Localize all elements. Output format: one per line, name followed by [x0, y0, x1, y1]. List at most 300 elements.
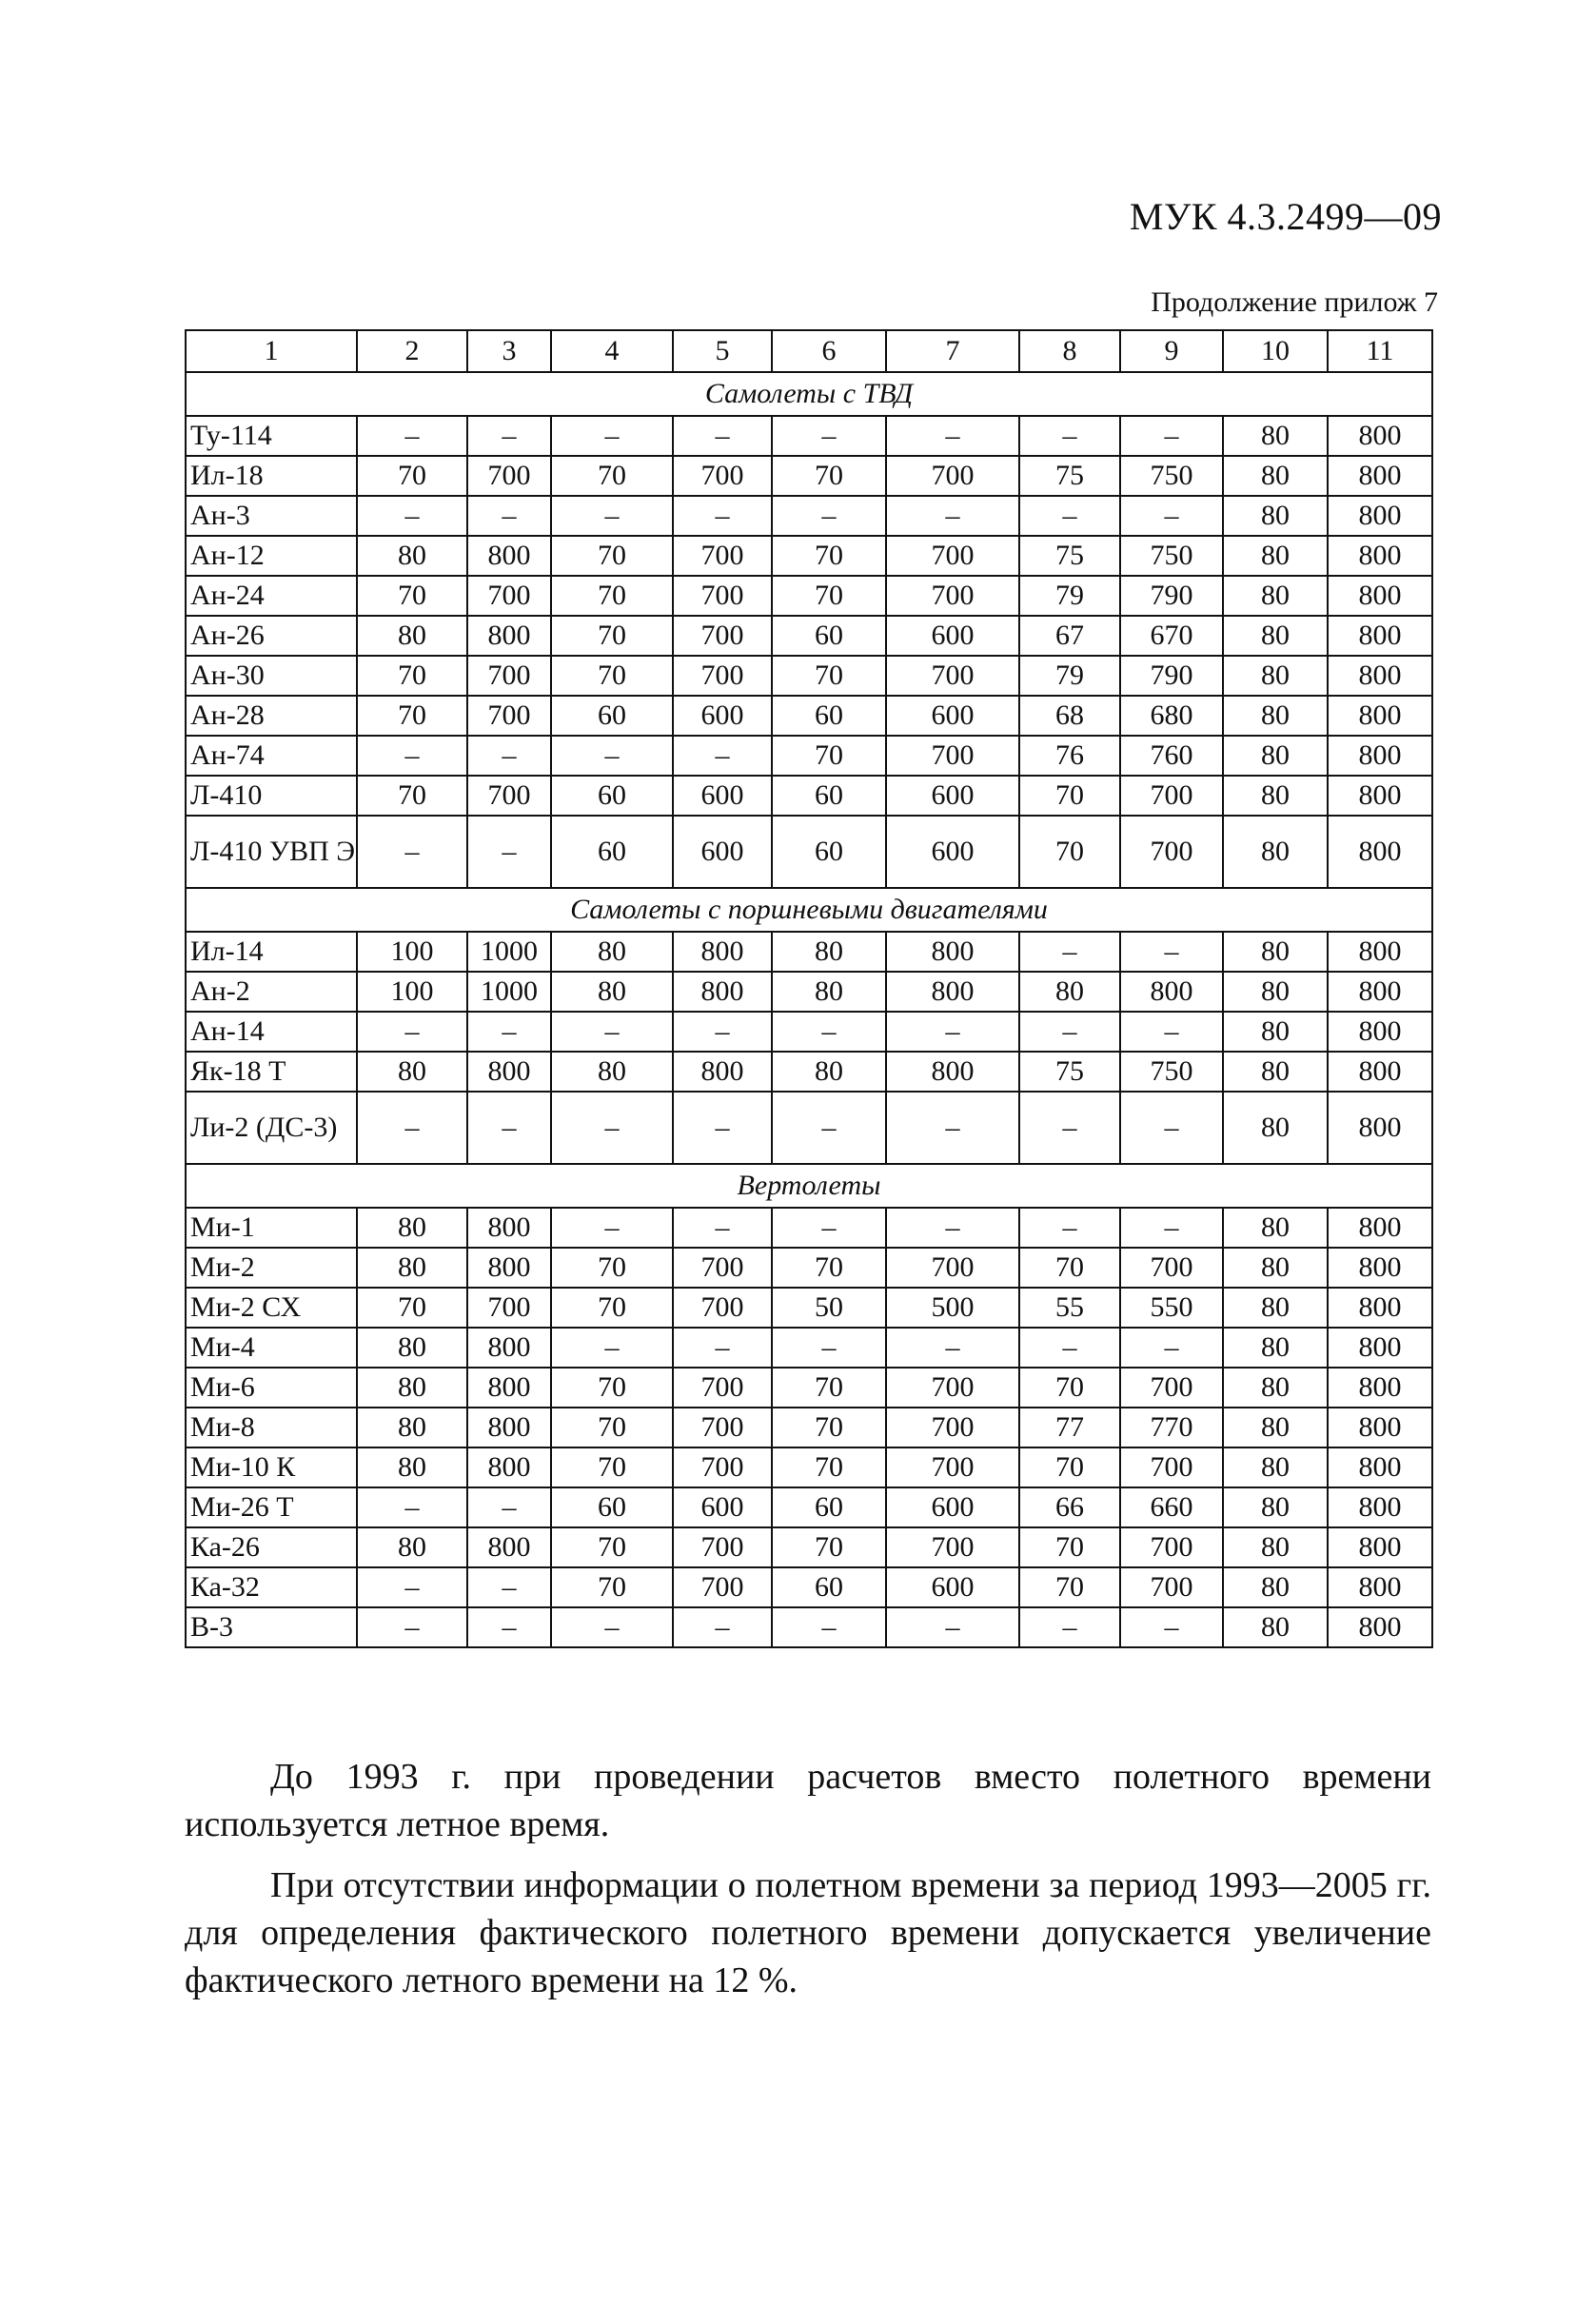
table-cell: – [467, 1092, 551, 1164]
aircraft-name: Ан-26 [186, 616, 357, 656]
table-cell: 80 [1223, 656, 1328, 696]
table-cell: 79 [1019, 576, 1120, 616]
table-cell: 80 [1223, 1092, 1328, 1164]
table-cell: 80 [357, 1248, 467, 1288]
table-cell: 800 [1328, 776, 1432, 816]
table-cell: – [467, 1567, 551, 1607]
table-cell: 60 [772, 616, 886, 656]
section-title: Самолеты с ТВД [186, 372, 1432, 416]
table-row [186, 656, 1432, 696]
table-cell: – [886, 1607, 1019, 1647]
table-cell: 700 [467, 776, 551, 816]
note-paragraph-2: При отсутствии информации о полетном времени за период 1993—2005 гг. для определения фактического полетного времени допускается увеличение фактического летного времени на 12 %. [185, 1865, 1431, 2000]
table-row [186, 456, 1432, 496]
table-cell: 70 [551, 1447, 673, 1487]
table-cell: 800 [1328, 1288, 1432, 1328]
table-cell: 800 [673, 1052, 772, 1092]
table-cell: 800 [1328, 736, 1432, 776]
aircraft-name: Ми-26 Т [186, 1487, 357, 1527]
table-row [186, 1368, 1432, 1408]
table-cell: 70 [1019, 816, 1120, 888]
table-cell: – [1120, 1208, 1223, 1248]
data-table [185, 329, 1433, 1648]
table-cell: 750 [1120, 536, 1223, 576]
column-header: 8 [1019, 330, 1120, 372]
table-cell: 800 [1328, 1447, 1432, 1487]
table-cell: – [467, 736, 551, 776]
table-cell: – [357, 1567, 467, 1607]
table-cell: 80 [1223, 616, 1328, 656]
table-cell: 80 [772, 972, 886, 1012]
table-cell: – [1019, 1328, 1120, 1368]
aircraft-name: Ан-74 [186, 736, 357, 776]
table-cell: – [1019, 1092, 1120, 1164]
table-cell: 800 [1328, 576, 1432, 616]
table-row [186, 1607, 1432, 1647]
table-row [186, 576, 1432, 616]
table-cell: 760 [1120, 736, 1223, 776]
table-cell: 800 [467, 1328, 551, 1368]
table-cell: 70 [551, 616, 673, 656]
table-cell: 80 [1223, 1012, 1328, 1052]
table-row [186, 932, 1432, 972]
table-cell: 100 [357, 972, 467, 1012]
table-row [186, 1328, 1432, 1368]
table-cell: 600 [673, 776, 772, 816]
table-cell: – [1120, 416, 1223, 456]
table-cell: 800 [1328, 1527, 1432, 1567]
table-cell: 700 [673, 1368, 772, 1408]
table-cell: 80 [357, 1052, 467, 1092]
table-cell: 800 [467, 536, 551, 576]
table-cell: 700 [673, 1288, 772, 1328]
column-header: 4 [551, 330, 673, 372]
continuation-label: Продолжение прилож 7 [1151, 286, 1438, 318]
table-cell: 70 [1019, 1368, 1120, 1408]
table-cell: 80 [357, 1408, 467, 1447]
table-cell: 800 [1328, 456, 1432, 496]
table-row [186, 1527, 1432, 1567]
table-row [186, 1248, 1432, 1288]
table-cell: 80 [551, 1052, 673, 1092]
table-cell: 800 [1328, 972, 1432, 1012]
table-cell: 70 [551, 456, 673, 496]
table-cell: 700 [886, 536, 1019, 576]
table-cell: 800 [1328, 1567, 1432, 1607]
table-cell: 800 [467, 616, 551, 656]
table-cell: 600 [673, 696, 772, 736]
table-cell: 70 [357, 776, 467, 816]
table-cell: 70 [551, 1527, 673, 1567]
column-header: 5 [673, 330, 772, 372]
table-cell: 700 [467, 1288, 551, 1328]
table-row [186, 1447, 1432, 1487]
table-cell: 800 [1328, 1487, 1432, 1527]
table-cell: 800 [1328, 1248, 1432, 1288]
table-cell: 1000 [467, 972, 551, 1012]
table-cell: 68 [1019, 696, 1120, 736]
aircraft-name: Ан-24 [186, 576, 357, 616]
aircraft-name: Ан-30 [186, 656, 357, 696]
table-cell: – [1019, 496, 1120, 536]
table-cell: 700 [467, 656, 551, 696]
table-cell: 750 [1120, 1052, 1223, 1092]
table-cell: 80 [1223, 1527, 1328, 1567]
table-cell: 70 [357, 696, 467, 736]
column-header: 6 [772, 330, 886, 372]
table-cell: – [467, 416, 551, 456]
table-cell: 70 [551, 1288, 673, 1328]
table-cell: 700 [886, 1447, 1019, 1487]
table-cell: 80 [1223, 1447, 1328, 1487]
table-cell: 700 [673, 1567, 772, 1607]
table-cell: 800 [886, 972, 1019, 1012]
table-cell: 76 [1019, 736, 1120, 776]
table-cell: – [1120, 496, 1223, 536]
table-cell: – [357, 416, 467, 456]
table-cell: 800 [1328, 1607, 1432, 1647]
table-cell: 80 [357, 1368, 467, 1408]
table-cell: 70 [551, 536, 673, 576]
table-cell: 70 [1019, 1567, 1120, 1607]
table-cell: 700 [1120, 1447, 1223, 1487]
table-cell: 80 [1223, 576, 1328, 616]
table-cell: 600 [886, 1487, 1019, 1527]
table-row [186, 816, 1432, 888]
table-cell: 70 [551, 1408, 673, 1447]
aircraft-name: Ми-8 [186, 1408, 357, 1447]
table-cell: 700 [1120, 1527, 1223, 1567]
table-cell: 75 [1019, 536, 1120, 576]
table-cell: 800 [1328, 496, 1432, 536]
table-cell: – [673, 1607, 772, 1647]
table-cell: – [357, 1012, 467, 1052]
table-cell: – [1120, 1328, 1223, 1368]
table-cell: 80 [772, 932, 886, 972]
table-cell: 700 [886, 656, 1019, 696]
table-cell: 70 [772, 456, 886, 496]
table-cell: 70 [772, 576, 886, 616]
table-row [186, 1567, 1432, 1607]
table-cell: 80 [1223, 776, 1328, 816]
table-cell: – [1019, 1012, 1120, 1052]
table-row [186, 1092, 1432, 1164]
table-cell: 800 [467, 1248, 551, 1288]
table-cell: 60 [551, 696, 673, 736]
aircraft-name: Ка-26 [186, 1527, 357, 1567]
table-cell: 80 [357, 1328, 467, 1368]
table-cell: – [772, 1092, 886, 1164]
table-cell: 700 [673, 456, 772, 496]
column-header: 7 [886, 330, 1019, 372]
table-cell: 80 [1223, 1408, 1328, 1447]
table-cell: 80 [357, 1447, 467, 1487]
table-cell: 600 [886, 776, 1019, 816]
table-cell: 80 [1223, 1607, 1328, 1647]
table-cell: 80 [1223, 536, 1328, 576]
table-cell: 80 [1223, 416, 1328, 456]
table-row [186, 1487, 1432, 1527]
aircraft-name: В-3 [186, 1607, 357, 1647]
table-cell: 800 [673, 932, 772, 972]
table-cell: – [357, 1607, 467, 1647]
table-row [186, 536, 1432, 576]
table-cell: – [467, 1607, 551, 1647]
table-cell: 800 [1328, 1328, 1432, 1368]
table-cell: – [772, 1208, 886, 1248]
table-cell: 60 [772, 1487, 886, 1527]
table-cell: 700 [886, 736, 1019, 776]
table-cell: – [357, 1487, 467, 1527]
table-row [186, 972, 1432, 1012]
aircraft-name: Ил-18 [186, 456, 357, 496]
section-row [186, 372, 1432, 416]
table-cell: 80 [1223, 816, 1328, 888]
table-cell: – [886, 1092, 1019, 1164]
table-cell: 800 [886, 932, 1019, 972]
table-cell: 500 [886, 1288, 1019, 1328]
table-cell: – [551, 416, 673, 456]
table-cell: – [673, 1208, 772, 1248]
table-cell: 800 [467, 1447, 551, 1487]
table-cell: 60 [551, 776, 673, 816]
table-cell: 70 [772, 1248, 886, 1288]
section-title: Вертолеты [186, 1164, 1432, 1208]
table-cell: 70 [357, 576, 467, 616]
table-cell: – [1120, 1012, 1223, 1052]
table-cell: 70 [1019, 776, 1120, 816]
table-cell: 700 [886, 576, 1019, 616]
table-cell: 80 [1223, 1052, 1328, 1092]
table-cell: – [551, 1012, 673, 1052]
table-cell: 70 [357, 456, 467, 496]
column-header: 11 [1328, 330, 1432, 372]
aircraft-name: Ан-14 [186, 1012, 357, 1052]
aircraft-name: Ми-10 К [186, 1447, 357, 1487]
table-row [186, 616, 1432, 656]
table-cell: 55 [1019, 1288, 1120, 1328]
table-cell: – [886, 1208, 1019, 1248]
table-cell: 700 [467, 576, 551, 616]
table-cell: 80 [357, 616, 467, 656]
table-cell: – [673, 1012, 772, 1052]
header-row [186, 330, 1432, 372]
table-cell: – [673, 1328, 772, 1368]
table-cell: 80 [1223, 696, 1328, 736]
table-cell: 800 [467, 1408, 551, 1447]
table-cell: 700 [1120, 776, 1223, 816]
column-header: 3 [467, 330, 551, 372]
table-cell: 77 [1019, 1408, 1120, 1447]
table-cell: 80 [1019, 972, 1120, 1012]
table-row [186, 1408, 1432, 1447]
table-cell: – [551, 1328, 673, 1368]
table-cell: 660 [1120, 1487, 1223, 1527]
table-cell: – [1120, 1092, 1223, 1164]
table-row [186, 1052, 1432, 1092]
table-cell: – [1019, 932, 1120, 972]
table-cell: 70 [1019, 1447, 1120, 1487]
table-cell: 800 [886, 1052, 1019, 1092]
table-cell: 70 [772, 1447, 886, 1487]
table-cell: 100 [357, 932, 467, 972]
table-cell: 80 [357, 1208, 467, 1248]
table-cell: – [772, 1607, 886, 1647]
table-cell: 680 [1120, 696, 1223, 736]
table-cell: 60 [772, 776, 886, 816]
table-cell: 60 [551, 1487, 673, 1527]
table-cell: 800 [467, 1527, 551, 1567]
table-row [186, 1012, 1432, 1052]
table-cell: 700 [886, 1527, 1019, 1567]
table-cell: – [673, 736, 772, 776]
table-cell: – [1019, 416, 1120, 456]
table-cell: 60 [772, 696, 886, 736]
table-cell: 800 [1328, 656, 1432, 696]
table-cell: 70 [551, 656, 673, 696]
table-cell: 700 [886, 1368, 1019, 1408]
table-cell: – [772, 416, 886, 456]
table-cell: – [1120, 1607, 1223, 1647]
table-cell: 70 [772, 1368, 886, 1408]
table-cell: 80 [1223, 1567, 1328, 1607]
aircraft-name: Ми-6 [186, 1368, 357, 1408]
table-cell: – [673, 416, 772, 456]
aircraft-name: Ил-14 [186, 932, 357, 972]
aircraft-name: Ту-114 [186, 416, 357, 456]
table-cell: 600 [886, 616, 1019, 656]
table-cell: 60 [772, 1567, 886, 1607]
table-cell: 800 [1328, 416, 1432, 456]
aircraft-name: Ан-3 [186, 496, 357, 536]
table-cell: 800 [1120, 972, 1223, 1012]
aircraft-name: Л-410 УВП Э [186, 816, 357, 888]
table-cell: 790 [1120, 656, 1223, 696]
table-cell: – [886, 1328, 1019, 1368]
table-row [186, 736, 1432, 776]
table-cell: 600 [673, 1487, 772, 1527]
table-cell: 70 [551, 1567, 673, 1607]
table-cell: 800 [1328, 932, 1432, 972]
table-cell: 800 [1328, 1092, 1432, 1164]
table-cell: 80 [1223, 736, 1328, 776]
table-cell: 800 [1328, 1408, 1432, 1447]
aircraft-name: Ан-2 [186, 972, 357, 1012]
column-header: 2 [357, 330, 467, 372]
table-cell: 80 [551, 972, 673, 1012]
table-cell: 80 [1223, 1248, 1328, 1288]
table-cell: 70 [1019, 1527, 1120, 1567]
table-cell: 80 [551, 932, 673, 972]
table-cell: – [551, 496, 673, 536]
table-cell: 700 [1120, 1248, 1223, 1288]
table-cell: – [886, 416, 1019, 456]
table-cell: – [772, 496, 886, 536]
table-cell: 80 [772, 1052, 886, 1092]
table-cell: 700 [1120, 1567, 1223, 1607]
aircraft-name: Ми-2 СХ [186, 1288, 357, 1328]
table-row [186, 1208, 1432, 1248]
table-cell: 800 [1328, 1012, 1432, 1052]
table-cell: 800 [467, 1368, 551, 1408]
table-cell: 79 [1019, 656, 1120, 696]
note-paragraph-1: До 1993 г. при проведении расчетов вместо полетного времени используется летное время. [185, 1757, 1431, 1844]
table-cell: 800 [1328, 1208, 1432, 1248]
table-cell: 70 [551, 1248, 673, 1288]
table-cell: 700 [673, 616, 772, 656]
table-cell: 80 [1223, 1328, 1328, 1368]
table-cell: 80 [1223, 972, 1328, 1012]
table-cell: – [357, 816, 467, 888]
table-cell: 700 [673, 1527, 772, 1567]
table-cell: 700 [886, 456, 1019, 496]
table-cell: 800 [1328, 696, 1432, 736]
table-cell: 70 [772, 536, 886, 576]
table-cell: 800 [1328, 1368, 1432, 1408]
table-cell: 700 [673, 1408, 772, 1447]
document-code: МУК 4.3.2499—09 [1129, 195, 1442, 238]
table-cell: 700 [1120, 1368, 1223, 1408]
table-cell: – [467, 1012, 551, 1052]
table-cell: 70 [772, 1527, 886, 1567]
table-cell: 790 [1120, 576, 1223, 616]
table-row [186, 416, 1432, 456]
table-row [186, 1288, 1432, 1328]
table-cell: 67 [1019, 616, 1120, 656]
table-cell: – [357, 496, 467, 536]
aircraft-name: Ми-2 [186, 1248, 357, 1288]
table-cell: 70 [357, 656, 467, 696]
aircraft-name: Ли-2 (ДС-3) [186, 1092, 357, 1164]
table-cell: 600 [886, 696, 1019, 736]
table-cell: 60 [772, 816, 886, 888]
table-cell: – [1120, 932, 1223, 972]
table-cell: 70 [1019, 1248, 1120, 1288]
section-row [186, 1164, 1432, 1208]
table-cell: 770 [1120, 1408, 1223, 1447]
table-cell: 70 [551, 1368, 673, 1408]
table-cell: – [1019, 1208, 1120, 1248]
table-cell: 700 [673, 536, 772, 576]
table-cell: 700 [886, 1408, 1019, 1447]
table-cell: 70 [772, 736, 886, 776]
table-cell: 70 [772, 656, 886, 696]
table-cell: 66 [1019, 1487, 1120, 1527]
table-cell: 800 [1328, 536, 1432, 576]
table-cell: 700 [673, 656, 772, 696]
aircraft-name: Ка-32 [186, 1567, 357, 1607]
table-cell: – [886, 1012, 1019, 1052]
column-header: 1 [186, 330, 357, 372]
table-cell: – [551, 1208, 673, 1248]
table-cell: – [551, 1092, 673, 1164]
section-row [186, 888, 1432, 932]
table-cell: 700 [673, 1447, 772, 1487]
table-cell: 800 [1328, 1052, 1432, 1092]
table-cell: 70 [772, 1408, 886, 1447]
table-cell: 750 [1120, 456, 1223, 496]
table-cell: 80 [357, 1527, 467, 1567]
aircraft-name: Ан-12 [186, 536, 357, 576]
table-cell: 80 [1223, 1487, 1328, 1527]
table-cell: 600 [673, 816, 772, 888]
table-cell: – [1019, 1607, 1120, 1647]
table-cell: 700 [886, 1248, 1019, 1288]
table-cell: 800 [673, 972, 772, 1012]
table-cell: 50 [772, 1288, 886, 1328]
aircraft-name: Ми-4 [186, 1328, 357, 1368]
table-cell: – [673, 496, 772, 536]
